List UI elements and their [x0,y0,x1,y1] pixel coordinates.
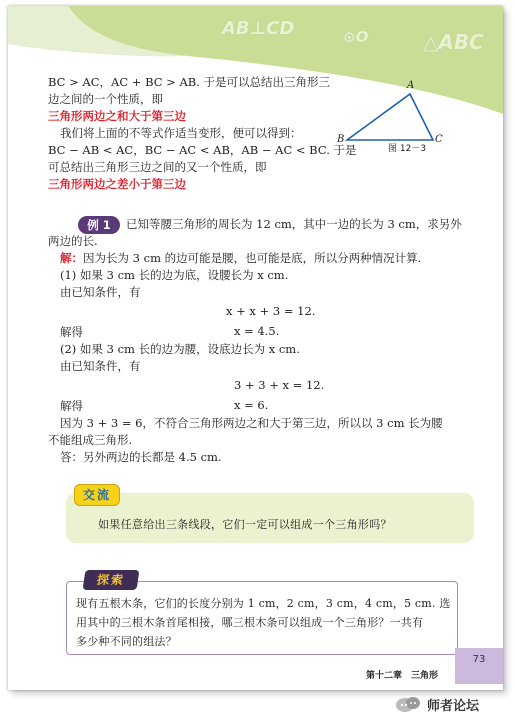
solution-line [48,250,421,267]
case-1-given: 由已知条件，有 [60,285,141,299]
para-line-4: BC − AB < AC，BC − AC < AB，AB − AC < BC. 于是 [48,143,357,157]
watermark-text: 师者论坛 [427,698,480,714]
equation-2: 3 + 3 + x = 12. [234,378,325,392]
page-number: 73 [455,648,503,684]
case-2-line: (2) 如果 3 cm 长的边为腰，设底边长为 x cm. [60,342,300,356]
chapter-footer: 第十二章 三角形 [366,671,439,681]
para-line-2: 边之间的一个性质，即 [48,92,163,106]
banner-perpendicular-text: AB⊥CD [222,18,295,39]
example-question-line-2: 两边的长. [48,234,98,248]
solve-1-label: 解得 [60,325,83,339]
answer-line: 答：另外两边的长都是 4.5 cm. [60,450,222,464]
textbook-page [8,6,503,690]
para-line-1: BC > AC，AC + BC > AB. 于是可以总结出三角形三 [48,75,331,89]
explore-line-3: 多少种不同的组法？ [76,635,177,648]
para-line-3: 我们将上面的不等式作适当变形，便可以得到： [60,126,302,140]
solution-label: 解： [60,251,83,265]
explore-line-1: 现有五根木条，它们的长度分别为 1 cm，2 cm，3 cm，4 cm，5 cm. 选 [76,597,451,610]
banner-circle-text: ⊙O [343,28,369,46]
explore-line-2: 用其中的三根木条首尾相接，哪三根木条可以组成一个三角形？一共有 [76,616,424,629]
example-question-line-1: 已知等腰三角形的周长为 12 cm，其中一边的长为 3 cm，求另外 [126,217,462,231]
exchange-tag: 交流 [74,484,120,506]
para-line-5: 可总结出三角形三边之间的又一个性质，即 [48,160,267,174]
equation-1: x + x + 3 = 12. [226,304,316,318]
explore-tag: 探索 [83,570,140,590]
equation-2-result: x = 6. [234,398,269,412]
watermark-logo-icon [395,694,421,714]
case-2-given: 由已知条件，有 [60,359,141,373]
conclusion-line-1: 因为 3 + 3 = 6，不符合三角形两边之和大于第三边，所以以 3 cm 长为腰 [60,416,443,430]
banner-triangle-text: △ABC [423,30,484,54]
vertex-b-label: B [337,134,345,145]
triangle-shape [347,94,433,140]
vertex-a-label: A [407,80,415,91]
figure-caption: 图 12－3 [388,144,427,154]
rule-difference-of-sides: 三角形两边之差小于第三边 [48,177,186,191]
conclusion-line-2: 不能组成三角形. [48,433,133,447]
solution-text: 因为长为 3 cm 的边可能是腰，也可能是底，所以分两种情况计算. [83,251,422,265]
example-badge: 例 1 [78,216,120,234]
exchange-question: 如果任意给出三条线段，它们一定可以组成一个三角形吗？ [98,518,392,531]
watermark [395,694,479,714]
case-1-line: (1) 如果 3 cm 长的边为底，设腰长为 x cm. [60,268,289,282]
solve-2-label: 解得 [60,399,83,413]
vertex-c-label: C [435,134,443,145]
rule-sum-of-sides: 三角形两边之和大于第三边 [48,109,186,123]
equation-1-result: x = 4.5. [234,324,280,338]
